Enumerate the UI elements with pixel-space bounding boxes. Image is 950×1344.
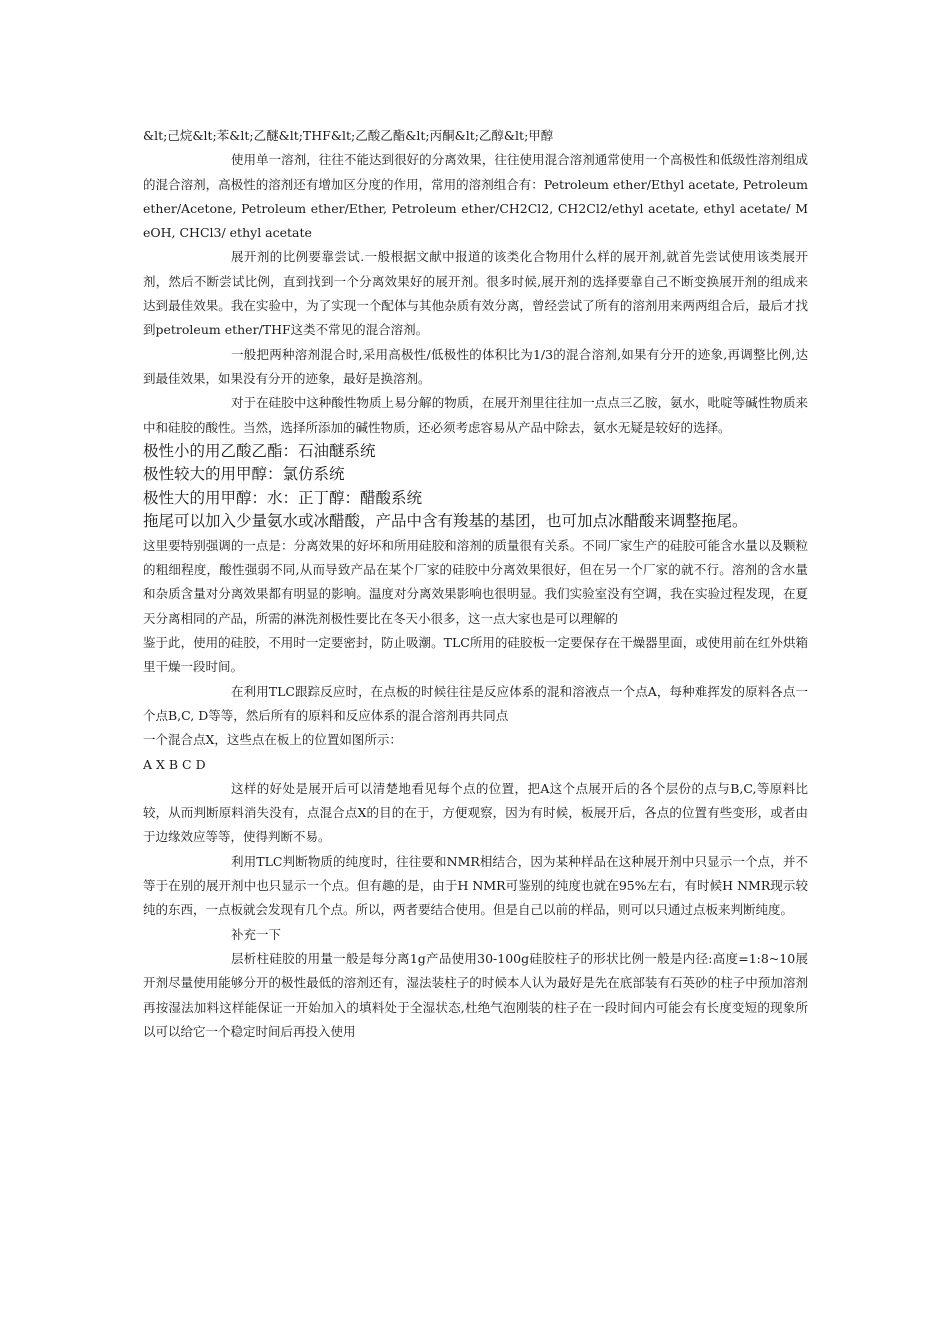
two-solvents-paragraph: 一般把两种溶剂混合时,采用高极性/低极性的体积比为1/3的混合溶剂,如果有分开的迹象,再调整比例,达到最佳效果，如果没有分开的迹象，最好是换溶剂。 [143, 346, 808, 386]
points-line: A X B C D [143, 756, 206, 772]
supplement-line: 补充一下 [231, 926, 282, 942]
mid-polarity-line: 极性较大的用甲醇：氯仿系统 [143, 465, 345, 484]
high-polarity-line: 极性大的用甲醇：水：正丁醇：醋酸系统 [143, 488, 423, 507]
tailing-line: 拖尾可以加入少量氨水或冰醋酸，产品中含有羧基的基团，也可加点冰醋酸来调整拖尾。 [143, 512, 748, 531]
purity-paragraph: 利用TLC判断物质的纯度时，往往要和NMR相结合，因为某种样品在这种展开剂中只显示一个点，并不等于在别的展开剂中也只显示一个点。但有趣的是，由于H NMR可鉴别的纯度也就在95%左右，有时候H NMR现示较纯的东西，一点板就会发现有几个点。所以，两者要结合使用。但是自己以前的样品，则可以只通过点板来判断纯度。 [143, 853, 808, 918]
solvent-order-line: &lt;己烷&lt;苯&lt;乙醚&lt;THF&lt;乙酸乙酯&lt;丙酮&lt;乙醇&lt;甲醇 [143, 128, 554, 143]
benefit-paragraph: 这样的好处是展开后可以清楚地看见每个点的位置，把A这个点展开后的各个层份的点与B,C,等原料比较，从而判断原料消失没有，点混合点X的目的在于，方便观察，因为有时候，板展开后，各点的位置有些变形，或者由于边缘效应等等，使得判断不易。 [143, 780, 808, 845]
column-paragraph: 层析柱硅胶的用量一般是每分离1g产品使用30-100g硅胶柱子的形状比例一般是内径:高度=1:8~10展开剂尽量使用能够分开的极性最低的溶剂还有，湿法装柱子的时候本人认为最好是先在底部装有石英砂的柱子中预加溶剂再按湿法加料这样能保证一开始加入的填料处于全湿状态,杜绝气泡刚装的柱子在一段时间内可能会有长度变短的现象所以可以给它一个稳定时间后再投入使用 [143, 950, 808, 1039]
mixed-point-line: 一个混合点X，这些点在板上的位置如图所示： [143, 732, 402, 748]
mixed-solvents-paragraph: 使用单一溶剂，往往不能达到很好的分离效果，往往使用混合溶剂通常使用一个高极性和低级性溶剂组成的混合溶剂，高极性的溶剂还有增加区分度的作用，常用的溶剂组合有：Petroleum ether/Ethyl acetate, Petroleum ether/Acetone, Petroleum ether/Ether, Petroleum ether/CH2Cl2, CH2Cl2/ethyl acetate, ethyl acetate/ MeOH, CHCl3/ ethyl acetate [143, 152, 808, 241]
tlc-tracking-paragraph: 在利用TLC跟踪反应时，在点板的时候往往是反应体系的混和溶液点一个点A，每种难挥发的原料各点一个点B,C, D等等，然后所有的原料和反应体系的混合溶剂再共同点 [143, 683, 808, 723]
low-polarity-line: 极性小的用乙酸乙酯：石油醚系统 [143, 441, 376, 460]
document-page [143, 124, 808, 1044]
solvent-ratio-paragraph: 展开剂的比例要靠尝试.一般根据文献中报道的该类化合物用什么样的展开剂,就首先尝试使用该类展开剂，然后不断尝试比例，直到找到一个分离效果好的展开剂。很多时候,展开剂的选择要靠自己不断变换展开剂的组成来达到最佳效果。我在实验中，为了实现一个配体与其他杂质有效分离，曾经尝试了所有的溶剂用来两两组合后，最后才找到petroleum ether/THF这类不常见的混合溶剂。 [143, 249, 808, 338]
storage-paragraph: 鉴于此，使用的硅胶，不用时一定要密封，防止吸潮。TLC所用的硅胶板一定要保存在干燥器里面，或使用前在红外烘箱里干燥一段时间。 [143, 635, 808, 675]
emphasis-paragraph: 这里要特别强调的一点是：分离效果的好坏和所用硅胶和溶剂的质量很有关系。不同厂家生产的硅胶可能含水量以及颗粒的粗细程度，酸性强弱不同,从而导致产品在某个厂家的硅胶中分离效果很好，但在另一个厂家的就不行。溶剂的含水量和杂质含量对分离效果都有明显的影响。温度对分离效果影响也很明显。我们实验室没有空调，我在实验过程发现，在夏天分离相同的产品，所需的淋洗剂极性要比在冬天小很多，这一点大家也是可以理解的 [143, 537, 808, 626]
acid-sensitive-paragraph: 对于在硅胶中这种酸性物质上易分解的物质，在展开剂里往往加一点点三乙胺，氨水，吡啶等碱性物质来中和硅胶的酸性。当然，选择所添加的碱性物质，还必须考虑容易从产品中除去，氨水无疑是较好的选择。 [143, 395, 808, 435]
